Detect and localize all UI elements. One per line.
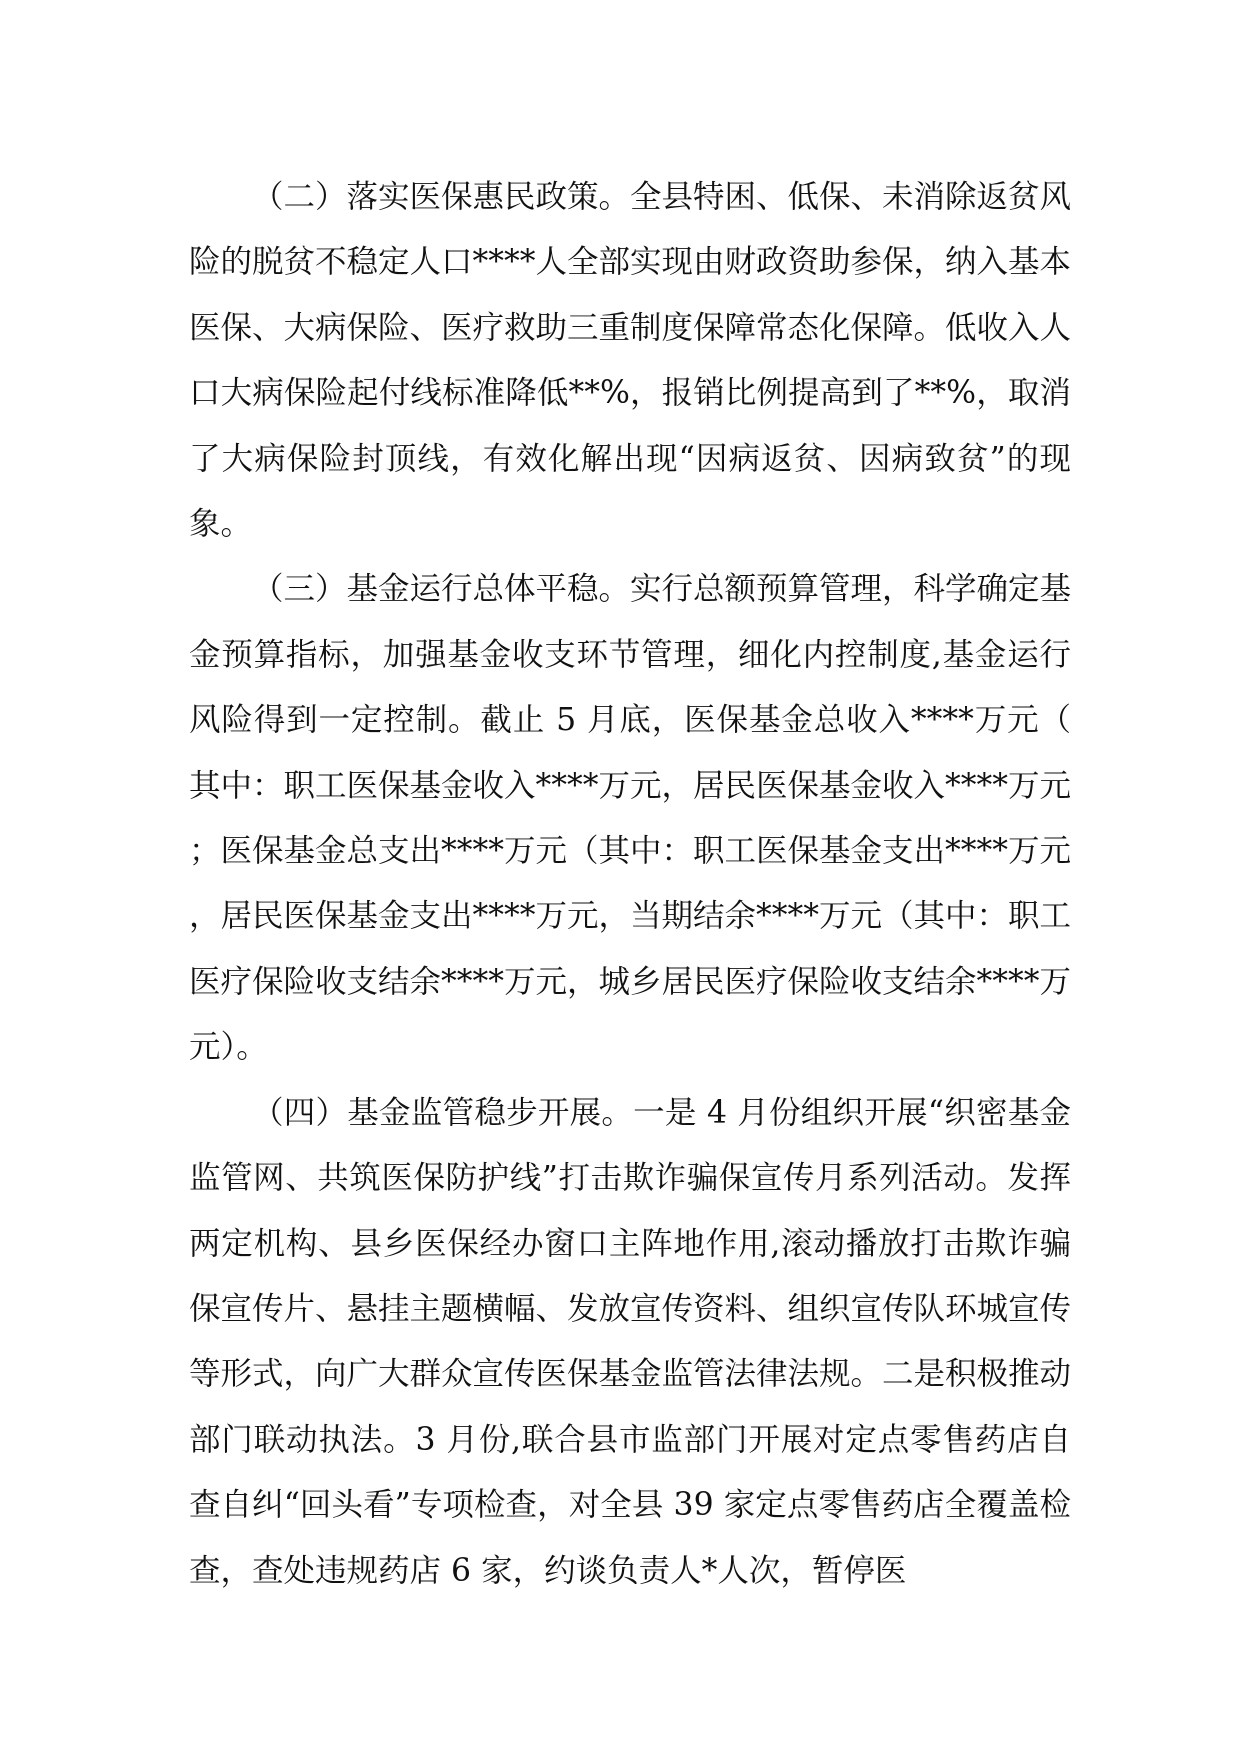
paragraph-fund-supervision: （四）基金监管稳步开展。一是 4 月份组织开展“织密基金监管网、共筑医保防护线”打击欺诈骗保宣传月系列活动。发挥两定机构、县乡医保经办窗口主阵地作用,滚动播放打击欺诈骗保宣传片、悬挂主题横幅、发放宣传资料、组织宣传队环城宣传等形式，向广大群众宣传医保基金监管法律法规。二是积极推动部门联动执法。3 月份,联合县市监部门开展对定点零售药店自查自纠“回头看”专项检查，对全县 39 家定点零售药店全覆盖检查，查处违规药店 6 家，约谈负责人*人次，暂停医: [189, 1094, 1072, 1589]
paragraph-policy: （二）落实医保惠民政策。全县特困、低保、未消除返贫风险的脱贫不稳定人口****人全部实现由财政资助参保，纳入基本医保、大病保险、医疗救助三重制度保障常态化保障。低收入人口大病保险起付线标准降低**%，报销比例提高到了**%，取消了大病保险封顶线，有效化解出现“因病返贫、因病致贫”的现象。: [189, 179, 1072, 543]
document-body: [189, 165, 1071, 1604]
paragraph-fund-operation: （三）基金运行总体平稳。实行总额预算管理，科学确定基金预算指标，加强基金收支环节管理，细化内控制度,基金运行风险得到一定控制。截止 5 月底，医保基金总收入****万元（其中：职工医保基金收入****万元，居民医保基金收入****万元；医保基金总支出****万元（其中：职工医保基金支出****万元，居民医保基金支出****万元，当期结余****万元（其中：职工医疗保险收支结余****万元，城乡居民医疗保险收支结余****万元）。: [189, 571, 1072, 1066]
